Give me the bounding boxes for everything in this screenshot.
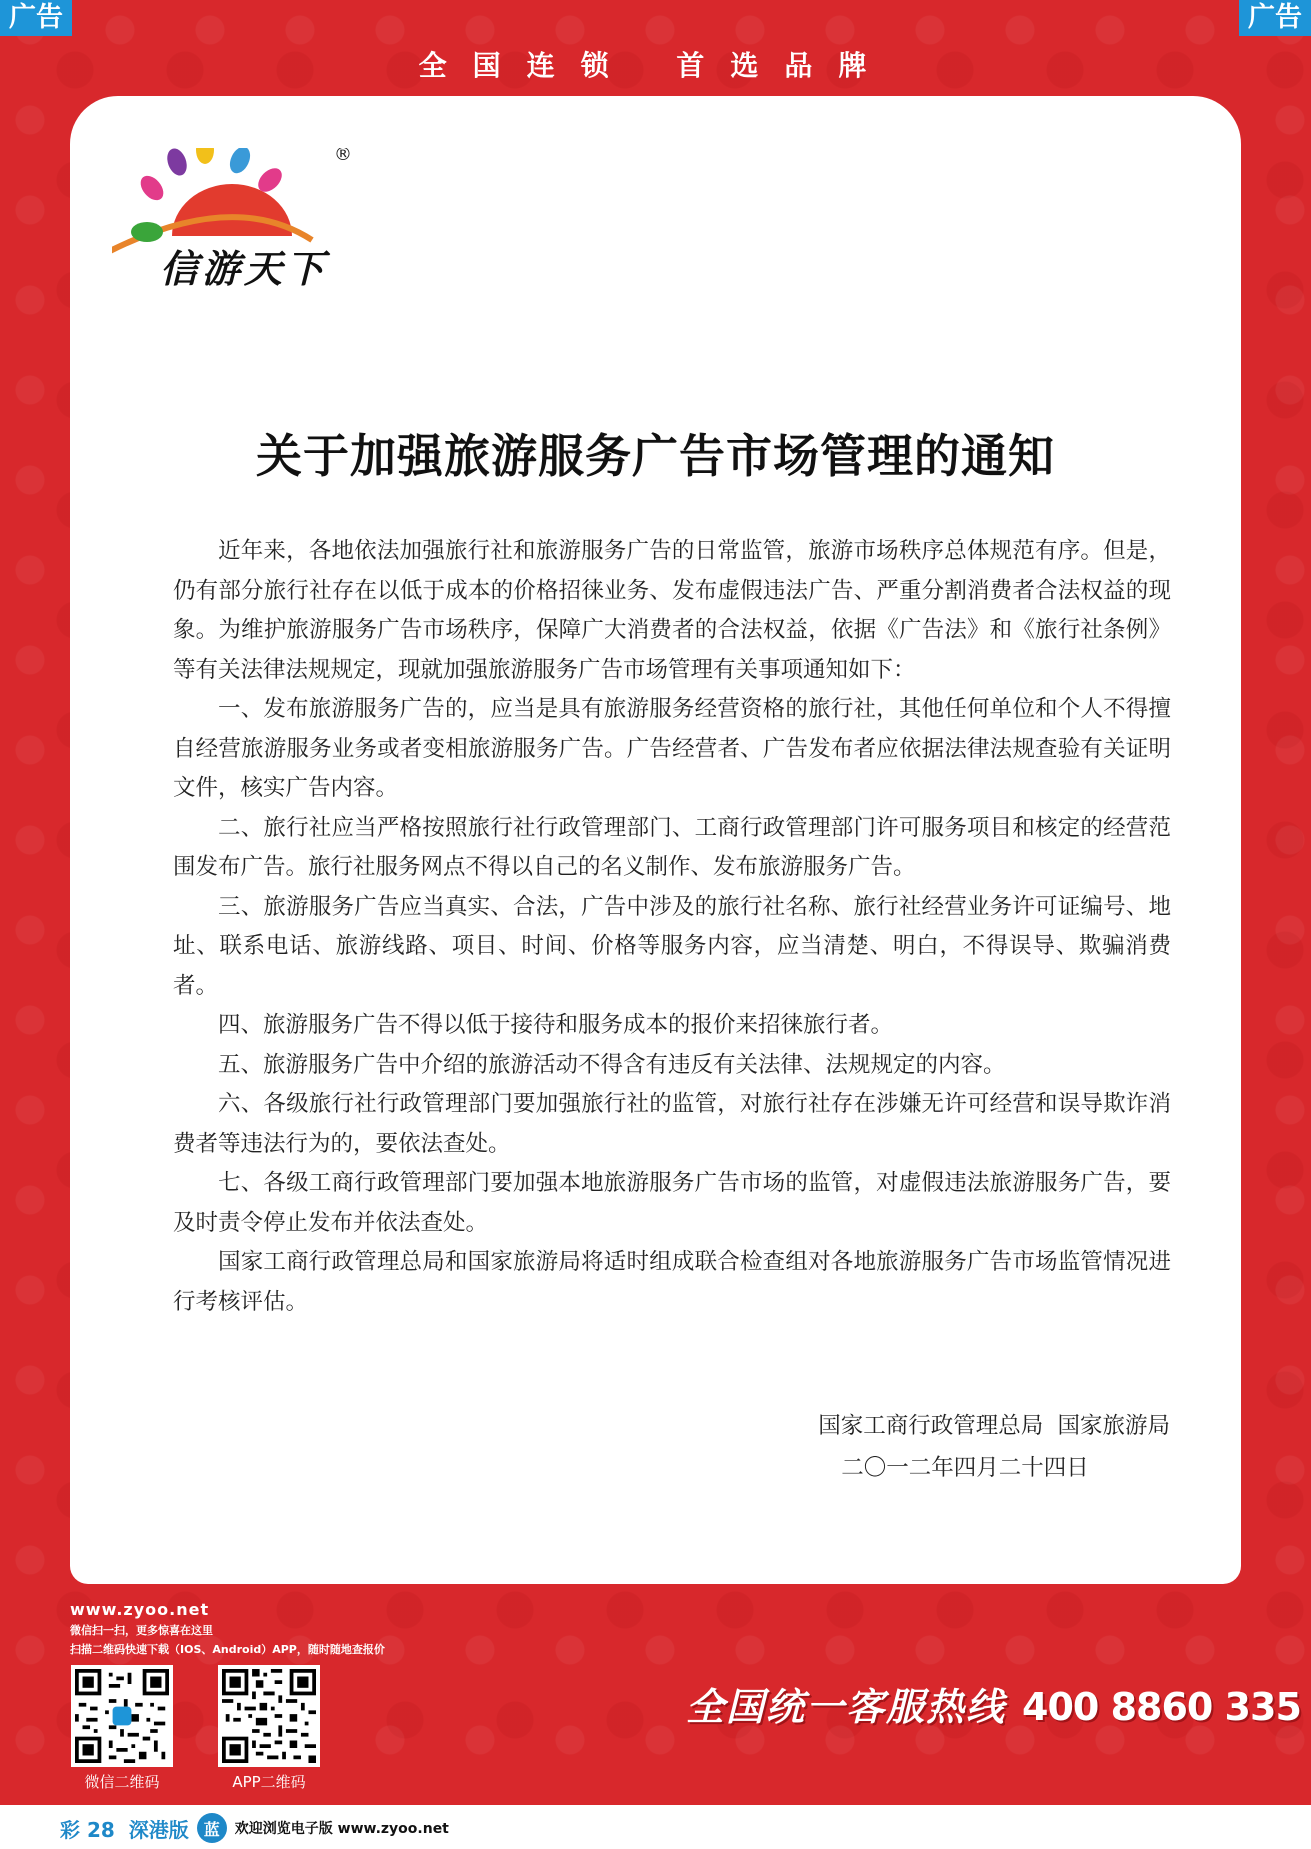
footer-info — [70, 1600, 385, 1657]
welcome-link[interactable]: 欢迎浏览电子版 www.zyoo.net — [234, 1821, 449, 1837]
app-qr-label: APP二维码 — [232, 1773, 306, 1791]
wechat-prompt: 微信扫一扫，更多惊喜在这里 — [70, 1624, 213, 1637]
notice-body — [173, 532, 1171, 1322]
paragraph-2: 二、旅行社应当严格按照旅行社行政管理部门、工商行政管理部门许可服务项目和核定的经营范围发布广告。旅行社服务网点不得以自己的名义制作、发布旅游服务广告。 — [173, 814, 1171, 880]
signature-date: 二〇一二年四月二十四日 — [841, 1455, 1089, 1481]
app-qr-code-icon[interactable] — [218, 1665, 320, 1767]
paragraph-6: 六、各级旅行社行政管理部门要加强旅行社的监管，对旅行社存在涉嫌无许可经营和误导欺诈消费者等违法行为的，要依法查处。 — [173, 1091, 1171, 1157]
site-url[interactable]: www.zyoo.net — [70, 1600, 210, 1619]
hotline-label: 全国统一客服热线 — [686, 1684, 1007, 1729]
bottom-bar — [0, 1805, 1311, 1849]
slogan-part-1: 全国连锁 — [418, 49, 635, 82]
ad-tag-right: 广告 — [1239, 0, 1311, 36]
slogan-part-2: 首选品牌 — [676, 49, 893, 82]
signature-org: 国家工商行政管理总局 国家旅游局 — [818, 1413, 1170, 1439]
registered-mark: ® — [334, 148, 352, 165]
paragraph-1: 一、发布旅游服务广告的，应当是具有旅游服务经营资格的旅行社，其他任何单位和个人不得擅自经营旅游服务业务或者变相旅游服务广告。广告经营者、广告发布者应依据法律法规查验有关证明文件，核实广告内容。 — [173, 696, 1171, 801]
paragraph-closing: 国家工商行政管理总局和国家旅游局将适时组成联合检查组对各地旅游服务广告市场监管情况进行考核评估。 — [173, 1249, 1171, 1315]
hotline-number[interactable]: 400 8860 335 — [1022, 1685, 1301, 1729]
paragraph-7: 七、各级工商行政管理部门要加强本地旅游服务广告市场的监管，对虚假违法旅游服务广告，要及时责令停止发布并依法查处。 — [173, 1170, 1171, 1236]
logo-text: 信游天下 — [160, 246, 329, 291]
paragraph-3: 三、旅游服务广告应当真实、合法，广告中涉及的旅行社名称、旅行社经营业务许可证编号、地址、联系电话、旅游线路、项目、时间、价格等服务内容，应当清楚、明白，不得误导、欺骗消费者。 — [173, 893, 1171, 999]
wechat-qr-label: 微信二维码 — [84, 1773, 160, 1791]
paragraph-5: 五、旅游服务广告中介绍的旅游活动不得含有违反有关法律、法规规定的内容。 — [218, 1051, 1006, 1078]
app-prompt: 扫描二维码快速下载（IOS、Android）APP，随时随地查报价 — [70, 1643, 385, 1656]
hotline — [686, 1676, 1301, 1731]
wechat-qr-code-icon[interactable] — [71, 1665, 173, 1767]
edition-badge: 蓝 — [197, 1813, 227, 1843]
slogan — [0, 44, 1311, 84]
page-number: 彩 28 — [60, 1817, 115, 1842]
notice-title: 关于加强旅游服务广告市场管理的通知 — [256, 429, 1055, 483]
edition-name: 深港版 — [128, 1817, 189, 1842]
ad-tag-left: 广告 — [0, 0, 72, 36]
paragraph-4: 四、旅游服务广告不得以低于接待和服务成本的报价来招徕旅行者。 — [218, 1012, 894, 1038]
paragraph-intro: 近年来，各地依法加强旅行社和旅游服务广告的日常监管，旅游市场秩序总体规范有序。但是，仍有部分旅行社存在以低于成本的价格招徕业务、发布虚假违法广告、严重分割消费者合法权益的现象。为维护旅游服务广告市场秩序，保障广大消费者的合法权益，依据《广告法》和《旅行社条例》等有关法律法规规定，现就加强旅游服务广告市场管理有关事项通知如下： — [173, 538, 1171, 683]
